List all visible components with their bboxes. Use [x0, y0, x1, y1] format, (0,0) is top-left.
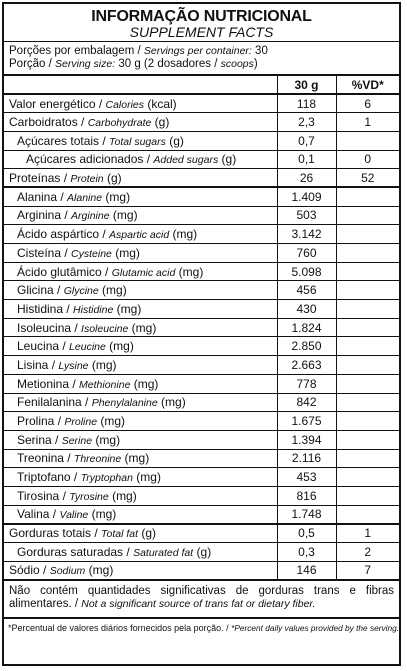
nutrient-name: Ácido glutâmico / Glutamic acid (mg): [4, 262, 277, 281]
nutrient-name: Glicina / Glycine (mg): [4, 281, 277, 300]
nutrition-facts-panel: [2, 2, 401, 666]
nutrient-daily-value: [336, 318, 399, 337]
nutrient-amount: 453: [277, 468, 336, 487]
nutrient-daily-value: [336, 187, 399, 206]
nutrient-daily-value: [336, 244, 399, 263]
table-row: [4, 561, 399, 580]
nutrient-amount: 430: [277, 300, 336, 319]
nutrient-daily-value: [336, 281, 399, 300]
nutrient-name: Valina / Valine (mg): [4, 505, 277, 524]
nutrient-amount: 1.409: [277, 187, 336, 206]
daily-value-column-header: %VD*: [336, 76, 399, 94]
table-row: [4, 131, 399, 150]
nutrient-daily-value: 52: [336, 169, 399, 188]
nutrient-name: Açúcares adicionados / Added sugars (g): [4, 150, 277, 169]
nutrient-daily-value: [336, 468, 399, 487]
nutrient-name: Cisteína / Cysteine (mg): [4, 244, 277, 263]
nutrient-daily-value: [336, 486, 399, 505]
table-row: [4, 337, 399, 356]
table-row: [4, 430, 399, 449]
table-header-row: [4, 76, 399, 94]
nutrient-name: Açúcares totais / Total sugars (g): [4, 131, 277, 150]
nutrient-name: Fenilalanina / Phenylalanine (mg): [4, 393, 277, 412]
nutrient-rows: [4, 94, 399, 580]
nutrient-amount: 5.098: [277, 262, 336, 281]
nutrient-amount: 0,1: [277, 150, 336, 169]
nutrient-amount: 1.394: [277, 430, 336, 449]
nutrient-name: Lisina / Lysine (mg): [4, 356, 277, 375]
table-row: [4, 524, 399, 543]
table-row: [4, 393, 399, 412]
servings-per-container: Porções por embalagem / Servings per container: 30: [9, 45, 268, 57]
trans-fat-fiber-note: Não contém quantidades significativas de gorduras trans e fibras alimentares. / Not a significant source of trans fat or dietary fiber.: [4, 581, 399, 619]
nutrient-daily-value: [336, 206, 399, 225]
table-row: [4, 262, 399, 281]
nutrient-daily-value: [336, 225, 399, 244]
nutrient-name: Histidina / Histidine (mg): [4, 300, 277, 319]
nutrient-amount: 0,7: [277, 131, 336, 150]
table-row: [4, 543, 399, 562]
table-row: [4, 206, 399, 225]
table-row: [4, 244, 399, 263]
table-row: [4, 225, 399, 244]
nutrient-daily-value: 0: [336, 150, 399, 169]
nutrient-daily-value: 7: [336, 561, 399, 580]
nutrient-daily-value: [336, 300, 399, 319]
nutrient-daily-value: [336, 337, 399, 356]
nutrient-daily-value: 2: [336, 543, 399, 562]
nutrient-amount: 816: [277, 486, 336, 505]
nutrient-name: Triptofano / Tryptophan (mg): [4, 468, 277, 487]
nutrient-name: Sódio / Sodium (mg): [4, 561, 277, 580]
nutrient-amount: 2.850: [277, 337, 336, 356]
table-row: [4, 281, 399, 300]
amount-column-header: 30 g: [277, 76, 336, 94]
nutrient-name: Arginina / Arginine (mg): [4, 206, 277, 225]
nutrient-amount: 456: [277, 281, 336, 300]
table-row: [4, 113, 399, 132]
serving-info: [4, 42, 399, 76]
nutrient-daily-value: [336, 430, 399, 449]
label-subtitle: SUPPLEMENT FACTS: [129, 24, 274, 40]
header-label-cell: [4, 76, 277, 94]
nutrient-name: Carboidratos / Carbohydrate (g): [4, 113, 277, 132]
nutrient-name: Metionina / Methionine (mg): [4, 374, 277, 393]
nutrient-name: Prolina / Proline (mg): [4, 412, 277, 431]
nutrient-daily-value: [336, 505, 399, 524]
table-row: [4, 449, 399, 468]
nutrient-amount: 26: [277, 169, 336, 188]
nutrient-daily-value: [336, 412, 399, 431]
nutrient-amount: 1.824: [277, 318, 336, 337]
daily-value-footnote: *Percentual de valores diários fornecidos pela porção. / *Percent daily values provided by the serving.: [8, 622, 399, 633]
nutrient-amount: 842: [277, 393, 336, 412]
nutrient-amount: 0,5: [277, 524, 336, 543]
nutrient-amount: 778: [277, 374, 336, 393]
nutrient-amount: 1.675: [277, 412, 336, 431]
nutrient-daily-value: [336, 374, 399, 393]
nutrient-name: Proteínas / Protein (g): [4, 169, 277, 188]
nutrient-amount: 760: [277, 244, 336, 263]
table-row: [4, 150, 399, 169]
nutrient-name: Serina / Serine (mg): [4, 430, 277, 449]
table-row: [4, 356, 399, 375]
table-row: [4, 169, 399, 188]
nutrient-name: Alanina / Alanine (mg): [4, 187, 277, 206]
nutrient-amount: 146: [277, 561, 336, 580]
nutrient-amount: 503: [277, 206, 336, 225]
nutrient-name: Ácido aspártico / Aspartic acid (mg): [4, 225, 277, 244]
nutrient-daily-value: [336, 131, 399, 150]
table-row: [4, 318, 399, 337]
table-row: [4, 94, 399, 113]
nutrient-daily-value: 6: [336, 94, 399, 113]
nutrition-table: [4, 76, 399, 581]
nutrient-name: Treonina / Threonine (mg): [4, 449, 277, 468]
table-row: [4, 187, 399, 206]
nutrient-name: Valor energético / Calories (kcal): [4, 94, 277, 113]
nutrient-name: Gorduras saturadas / Saturated fat (g): [4, 543, 277, 562]
table-row: [4, 468, 399, 487]
table-row: [4, 374, 399, 393]
nutrient-amount: 1.748: [277, 505, 336, 524]
nutrient-amount: 0,3: [277, 543, 336, 562]
nutrient-daily-value: [336, 449, 399, 468]
table-row: [4, 300, 399, 319]
nutrient-amount: 3.142: [277, 225, 336, 244]
nutrient-daily-value: 1: [336, 113, 399, 132]
nutrient-name: Isoleucina / Isoleucine (mg): [4, 318, 277, 337]
nutrient-daily-value: [336, 262, 399, 281]
table-row: [4, 412, 399, 431]
nutrient-name: Tirosina / Tyrosine (mg): [4, 486, 277, 505]
table-row: [4, 486, 399, 505]
nutrient-amount: 2,3: [277, 113, 336, 132]
table-row: [4, 505, 399, 524]
label-title: INFORMAÇÃO NUTRICIONAL: [91, 8, 312, 25]
nutrient-amount: 2.116: [277, 449, 336, 468]
label-header: [4, 4, 399, 42]
nutrient-amount: 2.663: [277, 356, 336, 375]
nutrient-daily-value: [336, 356, 399, 375]
nutrient-daily-value: 1: [336, 524, 399, 543]
nutrient-amount: 118: [277, 94, 336, 113]
serving-size: Porção / Serving size: 30 g (2 dosadores / scoops): [9, 58, 258, 70]
nutrient-name: Leucina / Leucine (mg): [4, 337, 277, 356]
nutrient-name: Gorduras totais / Total fat (g): [4, 524, 277, 543]
nutrient-daily-value: [336, 393, 399, 412]
